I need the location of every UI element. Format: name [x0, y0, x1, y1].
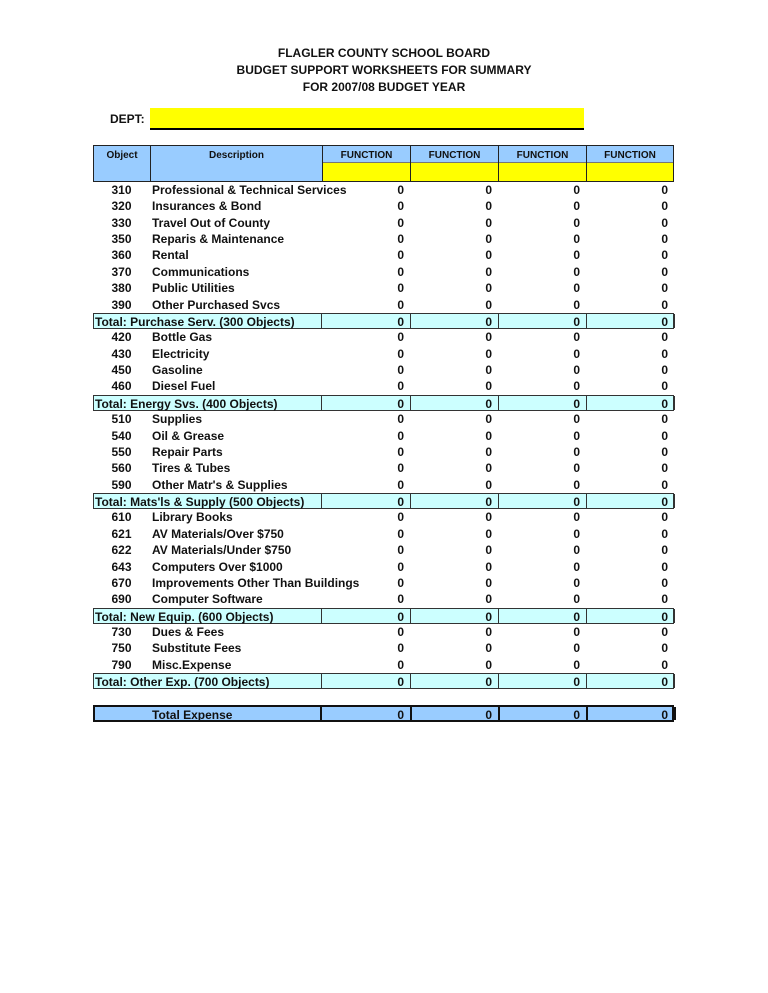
table-row	[93, 182, 674, 198]
value-cell: 0	[485, 641, 492, 656]
value-cell: 0	[323, 314, 411, 328]
subtotal-label: Total: Other Exp. (700 Objects)	[95, 674, 322, 688]
value-cell: 0	[397, 183, 404, 197]
value-cell: 0	[661, 592, 668, 607]
description: Travel Out of County	[152, 215, 271, 230]
value-cell: 0	[485, 428, 492, 443]
object-code: 550	[111, 444, 132, 459]
value-cell: 0	[397, 559, 404, 574]
title-line-3: FOR 2007/08 BUDGET YEAR	[302, 80, 466, 94]
object-code: 350	[111, 232, 132, 247]
value-cell: 0	[412, 707, 500, 719]
description: Bottle Gas	[152, 330, 213, 345]
value-cell: 0	[661, 477, 668, 492]
object-code: 622	[111, 543, 132, 558]
value-cell: 0	[323, 494, 411, 508]
value-cell: 0	[397, 461, 404, 476]
header-function-1	[322, 145, 411, 182]
value-cell: 0	[661, 461, 668, 476]
value-cell: 0	[573, 543, 580, 558]
description: Insurances & Bond	[152, 199, 262, 214]
description: Library Books	[152, 510, 233, 525]
object-code: 310	[111, 183, 132, 197]
header-object	[93, 145, 151, 182]
value-cell: 0	[661, 346, 668, 361]
value-cell: 0	[587, 396, 675, 410]
description: Other Matr's & Supplies	[152, 477, 288, 492]
value-cell: 0	[397, 641, 404, 656]
value-cell: 0	[573, 412, 580, 427]
value-cell: 0	[661, 412, 668, 427]
value-cell: 0	[661, 379, 668, 394]
table-row	[93, 477, 674, 493]
value-cell: 0	[573, 559, 580, 574]
value-cell: 0	[661, 641, 668, 656]
value-cell: 0	[397, 444, 404, 459]
value-cell: 0	[661, 510, 668, 525]
description: Electricity	[152, 346, 210, 361]
value-cell: 0	[661, 281, 668, 296]
subtotal-row	[93, 608, 674, 624]
value-cell: 0	[573, 592, 580, 607]
subtotal-label: Total: New Equip. (600 Objects)	[95, 609, 322, 623]
header-description-label: Description	[208, 150, 264, 161]
value-cell: 0	[485, 575, 492, 590]
table-row	[93, 346, 674, 362]
value-cell: 0	[485, 346, 492, 361]
object-code: 460	[111, 379, 132, 394]
table-row	[93, 559, 674, 575]
value-cell: 0	[573, 428, 580, 443]
table-row	[93, 526, 674, 542]
value-cell: 0	[573, 657, 580, 672]
object-code: 450	[111, 363, 132, 378]
title-line-2: BUDGET SUPPORT WORKSHEETS FOR SUMMARY	[236, 63, 532, 77]
object-code: 590	[111, 477, 132, 492]
value-cell: 0	[397, 592, 404, 607]
value-cell: 0	[485, 657, 492, 672]
value-cell: 0	[485, 363, 492, 378]
table-row	[93, 198, 674, 214]
table-row	[93, 280, 674, 296]
object-code: 320	[111, 199, 132, 214]
value-cell: 0	[397, 199, 404, 214]
description: Supplies	[152, 412, 203, 427]
object-code: 370	[111, 264, 132, 279]
value-cell: 0	[573, 575, 580, 590]
description: Diesel Fuel	[152, 379, 216, 394]
value-cell: 0	[485, 199, 492, 214]
table-row	[93, 247, 674, 263]
table-row	[93, 640, 674, 656]
subtotal-label: Total: Energy Svs. (400 Objects)	[95, 396, 322, 410]
value-cell: 0	[573, 215, 580, 230]
value-cell: 0	[411, 674, 499, 688]
title-line-1: FLAGLER COUNTY SCHOOL BOARD	[277, 46, 491, 60]
subtotal-row	[93, 493, 674, 509]
object-code: 643	[111, 559, 132, 574]
table-row	[93, 378, 674, 394]
object-code: 670	[111, 575, 132, 590]
function-code-input[interactable]	[587, 162, 673, 181]
header-object-label: Object	[106, 150, 138, 161]
header-function-label: FUNCTION	[604, 150, 656, 161]
value-cell: 0	[661, 199, 668, 214]
value-cell: 0	[397, 624, 404, 639]
value-cell: 0	[324, 707, 412, 719]
value-cell: 0	[499, 609, 587, 623]
value-cell: 0	[573, 346, 580, 361]
object-code: 420	[111, 330, 132, 345]
object-code: 610	[111, 510, 132, 525]
value-cell: 0	[587, 609, 675, 623]
value-cell: 0	[411, 396, 499, 410]
table-row	[93, 657, 674, 673]
header-function-label: FUNCTION	[428, 150, 481, 161]
value-cell: 0	[323, 396, 411, 410]
description: Dues & Fees	[152, 624, 225, 639]
value-cell: 0	[397, 657, 404, 672]
dept-input[interactable]	[150, 108, 584, 130]
table-row	[93, 264, 674, 280]
description: Computers Over $1000	[152, 559, 283, 574]
value-cell: 0	[499, 396, 587, 410]
table-row	[93, 542, 674, 558]
value-cell: 0	[397, 281, 404, 296]
object-code: 750	[111, 641, 132, 656]
value-cell: 0	[661, 363, 668, 378]
value-cell: 0	[661, 248, 668, 263]
table-row	[93, 231, 674, 247]
subtotal-row	[93, 673, 674, 689]
description: Computer Software	[152, 592, 263, 607]
description: Misc.Expense	[152, 657, 232, 672]
value-cell: 0	[587, 674, 675, 688]
object-code: 390	[111, 297, 132, 312]
table-row	[93, 411, 674, 427]
value-cell: 0	[397, 330, 404, 345]
header-description	[150, 145, 323, 182]
value-cell: 0	[573, 624, 580, 639]
value-cell: 0	[485, 559, 492, 574]
value-cell: 0	[661, 330, 668, 345]
header-function-3	[498, 145, 587, 182]
value-cell: 0	[397, 575, 404, 590]
header-function-2	[410, 145, 499, 182]
value-cell: 0	[500, 707, 588, 719]
description: Public Utilities	[152, 281, 235, 296]
function-code-input[interactable]	[499, 162, 586, 181]
value-cell: 0	[661, 264, 668, 279]
table-row	[93, 460, 674, 476]
object-code: 790	[111, 657, 132, 672]
value-cell: 0	[485, 592, 492, 607]
value-cell: 0	[661, 232, 668, 247]
value-cell: 0	[499, 494, 587, 508]
value-cell: 0	[323, 609, 411, 623]
object-code: 730	[111, 624, 132, 639]
value-cell: 0	[485, 215, 492, 230]
subtotal-label: Total: Purchase Serv. (300 Objects)	[95, 314, 322, 328]
value-cell: 0	[397, 215, 404, 230]
object-code: 330	[111, 215, 132, 230]
value-cell: 0	[485, 477, 492, 492]
value-cell: 0	[587, 494, 675, 508]
value-cell: 0	[573, 379, 580, 394]
table-row	[93, 509, 674, 525]
value-cell: 0	[397, 412, 404, 427]
value-cell: 0	[661, 183, 668, 197]
description: Repair Parts	[152, 444, 223, 459]
value-cell: 0	[661, 428, 668, 443]
value-cell: 0	[485, 297, 492, 312]
description: Gasoline	[152, 363, 203, 378]
description: Communications	[152, 264, 250, 279]
grand-total-row	[93, 705, 674, 721]
value-cell: 0	[661, 297, 668, 312]
object-code: 430	[111, 346, 132, 361]
value-cell: 0	[397, 428, 404, 443]
value-cell: 0	[573, 264, 580, 279]
description: Rental	[152, 248, 189, 263]
description: AV Materials/Over $750	[152, 526, 284, 541]
object-code: 360	[111, 248, 132, 263]
table-row	[93, 215, 674, 231]
header-function-label: FUNCTION	[340, 150, 393, 161]
description: Improvements Other Than Buildings	[152, 575, 360, 590]
value-cell: 0	[587, 314, 675, 328]
value-cell: 0	[485, 461, 492, 476]
value-cell: 0	[485, 526, 492, 541]
value-cell: 0	[411, 609, 499, 623]
table-row	[93, 591, 674, 607]
header-function-4	[586, 145, 674, 182]
table-row	[93, 444, 674, 460]
value-cell: 0	[397, 248, 404, 263]
value-cell: 0	[573, 461, 580, 476]
value-cell: 0	[573, 510, 580, 525]
table-row	[93, 297, 674, 313]
value-cell: 0	[397, 346, 404, 361]
value-cell: 0	[573, 183, 580, 197]
value-cell: 0	[573, 477, 580, 492]
value-cell: 0	[661, 526, 668, 541]
description: Professional & Technical Services	[152, 183, 347, 197]
object-code: 510	[111, 412, 132, 427]
value-cell: 0	[485, 510, 492, 525]
object-code: 690	[111, 592, 132, 607]
value-cell: 0	[397, 543, 404, 558]
value-cell: 0	[397, 526, 404, 541]
dept-label: DEPT:	[110, 112, 145, 126]
value-cell: 0	[661, 575, 668, 590]
subtotal-label: Total: Mats'ls & Supply (500 Objects)	[95, 494, 322, 508]
table-row	[93, 329, 674, 345]
table-row	[93, 575, 674, 591]
description: Oil & Grease	[152, 428, 225, 443]
description: Substitute Fees	[152, 641, 242, 656]
value-cell: 0	[661, 444, 668, 459]
object-code: 560	[111, 461, 132, 476]
value-cell: 0	[573, 248, 580, 263]
function-code-input[interactable]	[323, 162, 410, 181]
value-cell: 0	[411, 314, 499, 328]
value-cell: 0	[485, 264, 492, 279]
value-cell: 0	[485, 183, 492, 197]
value-cell: 0	[485, 248, 492, 263]
value-cell: 0	[485, 281, 492, 296]
value-cell: 0	[573, 363, 580, 378]
value-cell: 0	[661, 657, 668, 672]
value-cell: 0	[499, 314, 587, 328]
table-row	[93, 624, 674, 640]
value-cell: 0	[485, 444, 492, 459]
value-cell: 0	[485, 232, 492, 247]
table-row	[93, 428, 674, 444]
value-cell: 0	[573, 281, 580, 296]
value-cell: 0	[573, 199, 580, 214]
value-cell: 0	[573, 232, 580, 247]
value-cell: 0	[397, 363, 404, 378]
value-cell: 0	[485, 624, 492, 639]
value-cell: 0	[397, 232, 404, 247]
subtotal-row	[93, 395, 674, 411]
subtotal-row	[93, 313, 674, 329]
value-cell: 0	[661, 543, 668, 558]
value-cell: 0	[573, 526, 580, 541]
value-cell: 0	[661, 559, 668, 574]
function-code-input[interactable]	[411, 162, 498, 181]
value-cell: 0	[573, 641, 580, 656]
value-cell: 0	[485, 379, 492, 394]
header-function-label: FUNCTION	[516, 150, 569, 161]
description: Tires & Tubes	[152, 461, 231, 476]
description: Reparis & Maintenance	[152, 232, 285, 247]
description: Other Purchased Svcs	[152, 297, 281, 312]
object-code: 621	[111, 526, 132, 541]
value-cell: 0	[661, 215, 668, 230]
table-row	[93, 362, 674, 378]
value-cell: 0	[573, 330, 580, 345]
grand-total-label: Total Expense	[95, 707, 322, 719]
value-cell: 0	[499, 674, 587, 688]
value-cell: 0	[397, 477, 404, 492]
value-cell: 0	[661, 624, 668, 639]
value-cell: 0	[588, 707, 676, 719]
value-cell: 0	[573, 297, 580, 312]
description: AV Materials/Under $750	[152, 543, 292, 558]
value-cell: 0	[323, 674, 411, 688]
value-cell: 0	[397, 297, 404, 312]
value-cell: 0	[485, 543, 492, 558]
object-code: 380	[111, 281, 132, 296]
object-code: 540	[111, 428, 132, 443]
value-cell: 0	[573, 444, 580, 459]
value-cell: 0	[397, 264, 404, 279]
value-cell: 0	[485, 412, 492, 427]
value-cell: 0	[397, 379, 404, 394]
value-cell: 0	[485, 330, 492, 345]
value-cell: 0	[411, 494, 499, 508]
value-cell: 0	[397, 510, 404, 525]
